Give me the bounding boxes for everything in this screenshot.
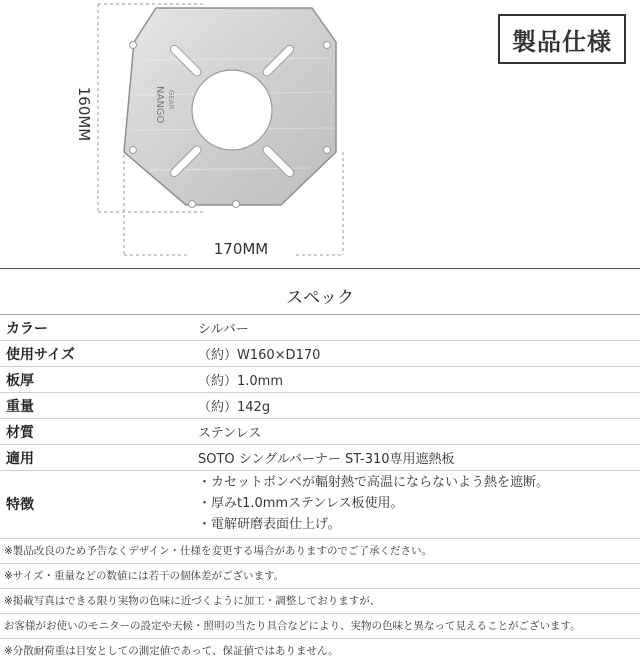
section-divider	[0, 268, 640, 269]
spec-value	[170, 471, 640, 537]
spec-row-thickness	[0, 367, 640, 393]
note-line: ※分散耐荷重は目安としての測定値であって、保証値ではありません。	[0, 638, 640, 663]
product-image-area: NANGO GEAR 製品仕様 160MM 170MM	[0, 0, 640, 268]
note-line: お客様がお使いのモニターの設定や天候・照明の当たり具合などにより、実物の色味と異なって見えることがございます。	[0, 613, 640, 638]
features-list	[198, 472, 640, 535]
spec-label: 適用	[0, 445, 170, 471]
spec-value: シルバー	[170, 315, 640, 341]
note-line: ※掲載写真はできる限り実物の色味に近づくように加工・調整しておりますが、	[0, 588, 640, 613]
spec-label: カラー	[0, 315, 170, 341]
feature-item: ・厚みt1.0mmステンレス板使用。	[198, 496, 404, 512]
svg-text:GEAR: GEAR	[167, 90, 175, 110]
center-hole	[192, 70, 272, 150]
spec-row-material	[0, 419, 640, 445]
svg-text:NANGO: NANGO	[154, 86, 165, 124]
notes-section	[0, 538, 640, 663]
spec-row-compatibility	[0, 445, 640, 471]
spec-label: 重量	[0, 393, 170, 419]
width-dimension-label: 170MM	[213, 240, 269, 258]
spec-label: 材質	[0, 419, 170, 445]
spec-label: 板厚	[0, 367, 170, 393]
note-line: ※サイズ・重量などの数値には若干の個体差がございます。	[0, 563, 640, 588]
spec-row-color	[0, 315, 640, 341]
spec-label: 使用サイズ	[0, 341, 170, 367]
spec-value: （約）142g	[170, 393, 640, 419]
spec-value: SOTO シングルバーナー ST-310専用遮熱板	[170, 445, 640, 471]
feature-item: ・電解研磨表面仕上げ。	[198, 517, 341, 533]
spec-row-size	[0, 341, 640, 367]
spec-value: （約）W160×D170	[170, 341, 640, 367]
product-spec-badge: 製品仕様	[498, 14, 626, 64]
note-line: ※製品改良のため予告なくデザイン・仕様を変更する場合がありますのでご了承ください。	[0, 538, 640, 563]
spec-table	[0, 314, 640, 537]
feature-item: ・カセットボンベが輻射熱で高温にならないよう熱を遮断。	[198, 475, 550, 491]
spec-section-title: スペック	[286, 288, 354, 308]
spec-row-features	[0, 471, 640, 537]
spec-value: ステンレス	[170, 419, 640, 445]
spec-label: 特徴	[0, 471, 170, 537]
spec-row-weight	[0, 393, 640, 419]
spec-value: （約）1.0mm	[170, 367, 640, 393]
